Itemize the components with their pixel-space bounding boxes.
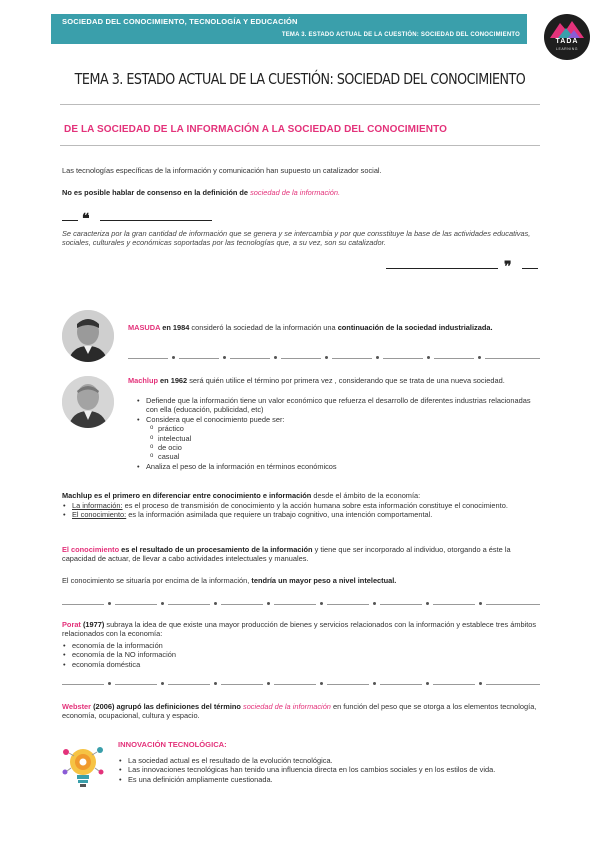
logo-subtext: LEARNING [556,47,578,51]
list-item [62,501,540,510]
definition-informacion: es el proceso de transmisión de conocimiento y la acción humana sobre esta información constituye el conocimiento. [122,501,508,510]
masuda-paragraph [128,323,540,332]
mountain-icon [544,14,590,60]
webster-paragraph [62,702,542,721]
difference-bold: Machlup es el primero en diferenciar entre conocimiento e información [62,491,312,500]
list-item: • Es una definición ampliamente cuestionada. [118,775,540,784]
situates-paragraph [62,576,542,585]
list-subitem: o intelectual [136,434,540,443]
quote-text: Se caracteriza por la gran cantidad de información que se genera y se intercambia y por que consstituye la base de las actividades educativas, sociales, culturales y económicas soportadas por las tecnologías que, a su vez, son su catalizador. [62,229,531,248]
webster-term: sociedad de la información [243,702,331,711]
machlup-list [136,396,540,471]
knowledge-paragraph [62,545,542,564]
list-item [62,510,540,519]
machlup-name: Machlup [128,376,158,385]
consensus-statement [62,188,542,197]
difference-list [62,501,540,520]
term-informacion: La información: [72,501,123,510]
section-divider [60,145,540,146]
porat-list [62,641,540,669]
page-header [0,0,600,56]
separator-dotted [62,684,540,690]
masuda-portrait [62,310,114,362]
quote-line-right-short [522,268,538,269]
machlup-text: será quién utilice el término por primera vez , considerando que se trata de una nueva sociedad. [187,376,505,385]
difference-text: desde el ámbito de la economía: [311,491,421,500]
list-subitem: o de ocio [136,443,540,452]
innovation-list [118,756,540,784]
consensus-term: sociedad de la información. [250,188,341,197]
difference-paragraph [62,491,542,500]
webster-name: Webster [62,702,92,711]
machlup-paragraph [128,376,540,385]
masuda-year: en 1984 [160,323,190,332]
intro-text: Las tecnologías específicas de la información y comunicación han supuesto un catalizador social. [62,166,382,175]
masuda-name: MASUDA [128,323,161,332]
webster-bold: agrupó las definiciones del término [114,702,243,711]
definition-conocimiento: es la información asimilada que requiere un trabajo cognitivo, una intención comportamental. [126,510,433,520]
porat-text: subraya la idea de que existe una mayor producción de bienes y servicios relacionados con la información y establece tres ámbitos relacionados con la economía: [62,620,537,639]
section-title: DE LA SOCIEDAD DE LA INFORMACIÓN A LA SOCIEDAD DEL CONOCIMIENTO [64,124,447,135]
separator-dotted [128,358,540,364]
machlup-year: en 1962 [157,376,188,385]
situates-bold: tendría un mayor peso a nivel intelectual. [251,576,397,585]
quote-line-left [100,220,212,221]
porat-name: Porat [62,620,81,629]
list-item: • Defiende que la información tiene un valor económico que refuerza el desarrollo de diferentes industrias relacionadas con ella (educación, publicidad, etc) [136,396,540,415]
quote-line-right [386,268,498,269]
list-subitem: o casual [136,452,540,461]
separator-dotted [62,604,540,610]
list-item: • Las innovaciones tecnológicas han tenido una influencia directa en los cambios sociales y en los estilos de vida. [118,765,540,774]
porat-year: (1977) [80,620,105,629]
term-conocimiento: El conocimiento: [72,510,127,520]
consensus-bold: No es posible hablar de consenso en la definición de [62,188,251,197]
lightbulb-icon [60,742,106,792]
list-item: • Considera que el conocimiento puede ser: [136,415,540,424]
innovation-title: INNOVACIÓN TECNOLÓGICA: [118,740,227,749]
topic-subtitle: TEMA 3. ESTADO ACTUAL DE LA CUESTIÓN: SOCIEDAD DEL CONOCIMIENTO [281,32,520,38]
situates-text: El conocimiento se situaría por encima de la información, [62,576,252,585]
masuda-bold: continuación de la sociedad industrializada. [337,323,493,332]
tada-logo [544,14,590,60]
list-item: • Analiza el peso de la información en términos económicos [136,462,540,471]
webster-year: (2006) [91,702,115,711]
list-subitem: o práctico [136,424,540,433]
quote-line-left-short [62,220,78,221]
title-divider [60,104,540,105]
porat-paragraph [62,620,542,639]
list-item: • economía doméstica [62,660,540,669]
close-quote-icon: ❞ [504,259,512,275]
page-title: TEMA 3. ESTADO ACTUAL DE LA CUESTIÓN: SOCIEDAD DEL CONOCIMIENTO [74,70,526,88]
list-item: • economía de la información [62,641,540,650]
list-item: • economía de la NO información [62,650,540,659]
webster-text: en función del peso que se otorga a los elementos tecnología, economía, ocupacional, cultura y espacio. [62,702,537,721]
knowledge-text: y tiene que ser incorporado al individuo, otorgando a éste la capacidad de actuar, de llevar a cabo actividades intelectuales y manuales. [62,545,511,564]
knowledge-term: El conocimiento [62,545,120,554]
knowledge-bold: es el resultado de un procesamiento de la información [119,545,313,554]
logo-text: TADA [555,38,579,45]
course-title: SOCIEDAD DEL CONOCIMIENTO, TECNOLOGÍA Y EDUCACIÓN [62,17,298,26]
machlup-portrait [62,376,114,428]
masuda-text: consideró la sociedad de la información una [189,323,338,332]
list-item: • La sociedad actual es el resultado de la evolución tecnológica. [118,756,540,765]
open-quote-icon: ❝ [82,211,90,227]
